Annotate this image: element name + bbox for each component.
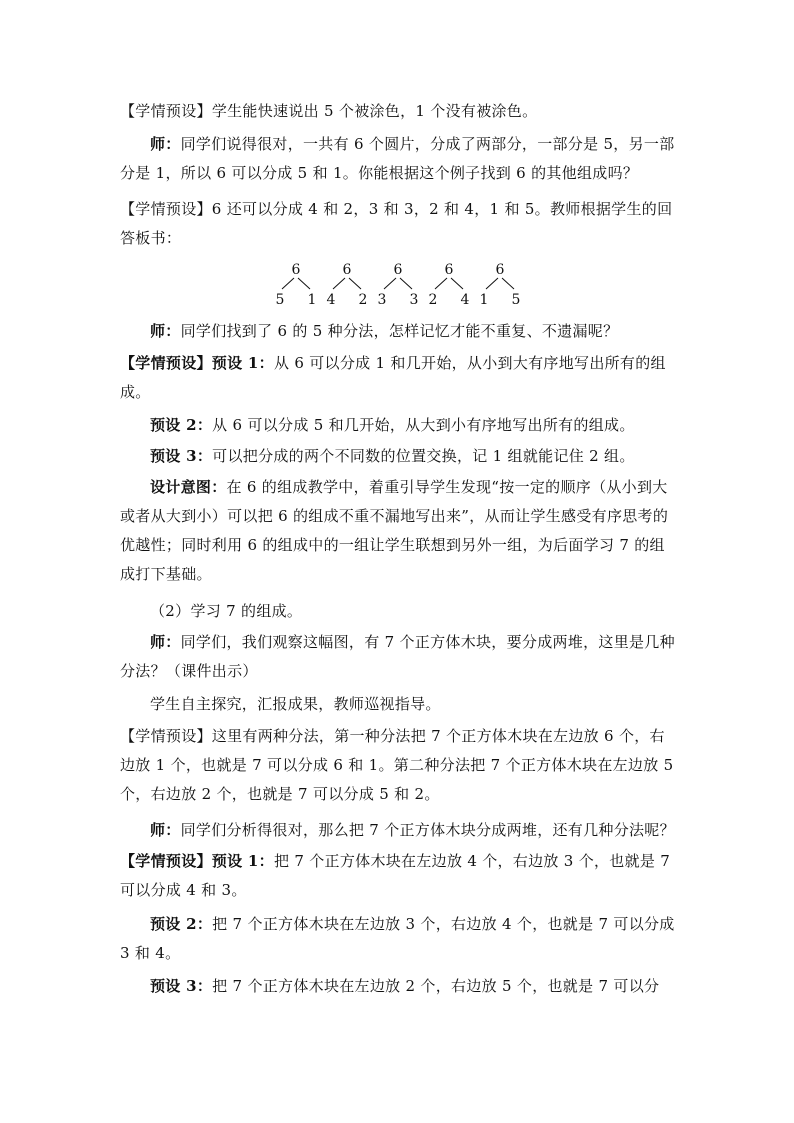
- decomposition-left-part: 2: [428, 292, 438, 308]
- speaker-tag: 师：: [150, 633, 181, 651]
- decomposition-total: 6: [444, 262, 454, 278]
- preset-tag: 预设 3：: [150, 447, 213, 465]
- paragraph-text: 学生自主探究，汇报成果，教师巡视指导。: [150, 695, 441, 713]
- preset-tag: 预设 2：: [150, 416, 213, 434]
- paragraph-preset-seven-2: [120, 910, 680, 968]
- design-intent-tag: 设计意图：: [150, 478, 227, 496]
- decomposition-left-branch: [282, 278, 294, 289]
- decomposition-left-part: 3: [377, 292, 387, 308]
- paragraph-section-seven: [120, 597, 680, 626]
- decomposition-right-branch: [298, 278, 310, 289]
- decomposition-right-branch: [349, 278, 361, 289]
- paragraph-text: 在 6 的组成教学中，着重引导学生发现“按一定的顺序（从小到大或者从大到小）可以把 6 的组成不重不漏地写出来”，从而让学生感受有序思考的优越性；同时利用 6 的组成中的一组让学生联想到另外一组，为后面学习 7 的组成打下基础。: [120, 478, 669, 583]
- paragraph-preset-six-others: [120, 195, 680, 253]
- decomposition-right-part: 5: [511, 292, 521, 308]
- paragraph-text: 从 6 可以分成 5 和几开始，从大到小有序地写出所有的组成。: [212, 416, 635, 434]
- paragraph-teacher-six: [120, 130, 680, 188]
- paragraph-design-intent: [120, 473, 680, 589]
- paragraph-teacher-more: [120, 816, 680, 845]
- paragraph-text: 把 7 个正方体木块在左边放 3 个，右边放 4 个，也就是 7 可以分成 3 和 4。: [120, 915, 675, 962]
- paragraph-preset-3: [120, 442, 680, 471]
- paragraph-text: 【学情预设】6 还可以分成 4 和 2，3 和 3，2 和 4，1 和 5。教师根据学生的回答板书：: [120, 200, 673, 247]
- paragraph-text: 可以把分成的两个不同数的位置交换，记 1 组就能记住 2 组。: [212, 447, 635, 465]
- decomposition-total: 6: [393, 262, 403, 278]
- paragraph-text: 把 7 个正方体木块在左边放 2 个，右边放 5 个，也就是 7 可以分: [212, 977, 660, 995]
- decomposition-group: [276, 262, 521, 308]
- decomposition-right-part: 1: [307, 292, 317, 308]
- paragraph-text: 同学们说得很对，一共有 6 个圆片，分成了两部分，一部分是 5，另一部分是 1，所以 6 可以分成 5 和 1。你能根据这个例子找到 6 的其他组成吗？: [120, 135, 675, 182]
- decomposition-right-part: 3: [409, 292, 419, 308]
- paragraph-preset-1: [120, 349, 680, 407]
- decomposition-total: 6: [291, 262, 301, 278]
- preset-tag: 预设 3：: [150, 977, 213, 995]
- decomposition-left-branch: [384, 278, 396, 289]
- paragraph-preset-colored: [120, 97, 680, 126]
- paragraph-text: 同学们找到了 6 的 5 种分法，怎样记忆才能不重复、不遗漏呢？: [180, 322, 619, 340]
- paragraph-text: 【学情预设】这里有两种分法，第一种分法把 7 个正方体木块在左边放 6 个，右边放 1 个，也就是 7 可以分成 6 和 1。第二种分法把 7 个正方体木块在左边放 5 个，右边放 2 个，也就是 7 可以分成 5 和 2。: [120, 727, 674, 803]
- decomposition-left-part: 5: [275, 292, 285, 308]
- paragraph-text: 从 6 可以分成 1 和几开始，从小到大有序地写出所有的组成。: [120, 354, 666, 401]
- paragraph-text: 同学们，我们观察这幅图，有 7 个正方体木块，要分成两堆，这里是几种分法？（课件出示）: [120, 633, 675, 680]
- paragraph-preset-two-ways: [120, 722, 680, 809]
- six-decomposition-diagram: [270, 258, 530, 308]
- preset-tag: 【学情预设】: [120, 102, 212, 120]
- decomposition-total: 6: [342, 262, 352, 278]
- decomposition-left-part: 4: [326, 292, 336, 308]
- speaker-tag: 师：: [150, 821, 181, 839]
- decomposition-left-part: 1: [479, 292, 489, 308]
- decomposition-right-part: 2: [358, 292, 368, 308]
- preset-tag: 【学情预设】预设 1：: [120, 852, 274, 870]
- paragraph-text: 把 7 个正方体木块在左边放 4 个，右边放 3 个，也就是 7 可以分成 4 和 3。: [120, 852, 671, 899]
- decomposition-left-branch: [435, 278, 447, 289]
- decomposition-right-branch: [502, 278, 514, 289]
- section-heading: （2）学习 7 的组成。: [150, 602, 303, 620]
- paragraph-teacher-memory: [120, 317, 680, 346]
- decomposition-left-branch: [486, 278, 498, 289]
- preset-tag: 预设 2：: [150, 915, 213, 933]
- paragraph-preset-seven-3: [120, 972, 680, 1001]
- decomposition-right-branch: [400, 278, 412, 289]
- paragraph-student-explore: [120, 690, 680, 719]
- paragraph-text: 同学们分析得很对，那么把 7 个正方体木块分成两堆，还有几种分法呢？: [180, 821, 675, 839]
- decomposition-total: 6: [495, 262, 505, 278]
- paragraph-teacher-blocks: [120, 628, 680, 686]
- decomposition-right-branch: [451, 278, 463, 289]
- speaker-tag: 师：: [150, 322, 181, 340]
- paragraph-preset-seven-1: [120, 847, 680, 905]
- paragraph-text: 学生能快速说出 5 个被涂色，1 个没有被涂色。: [211, 102, 538, 120]
- decomposition-right-part: 4: [460, 292, 470, 308]
- paragraph-preset-2: [120, 411, 680, 440]
- preset-tag: 【学情预设】预设 1：: [120, 354, 274, 372]
- speaker-tag: 师：: [150, 135, 181, 153]
- decomposition-left-branch: [333, 278, 345, 289]
